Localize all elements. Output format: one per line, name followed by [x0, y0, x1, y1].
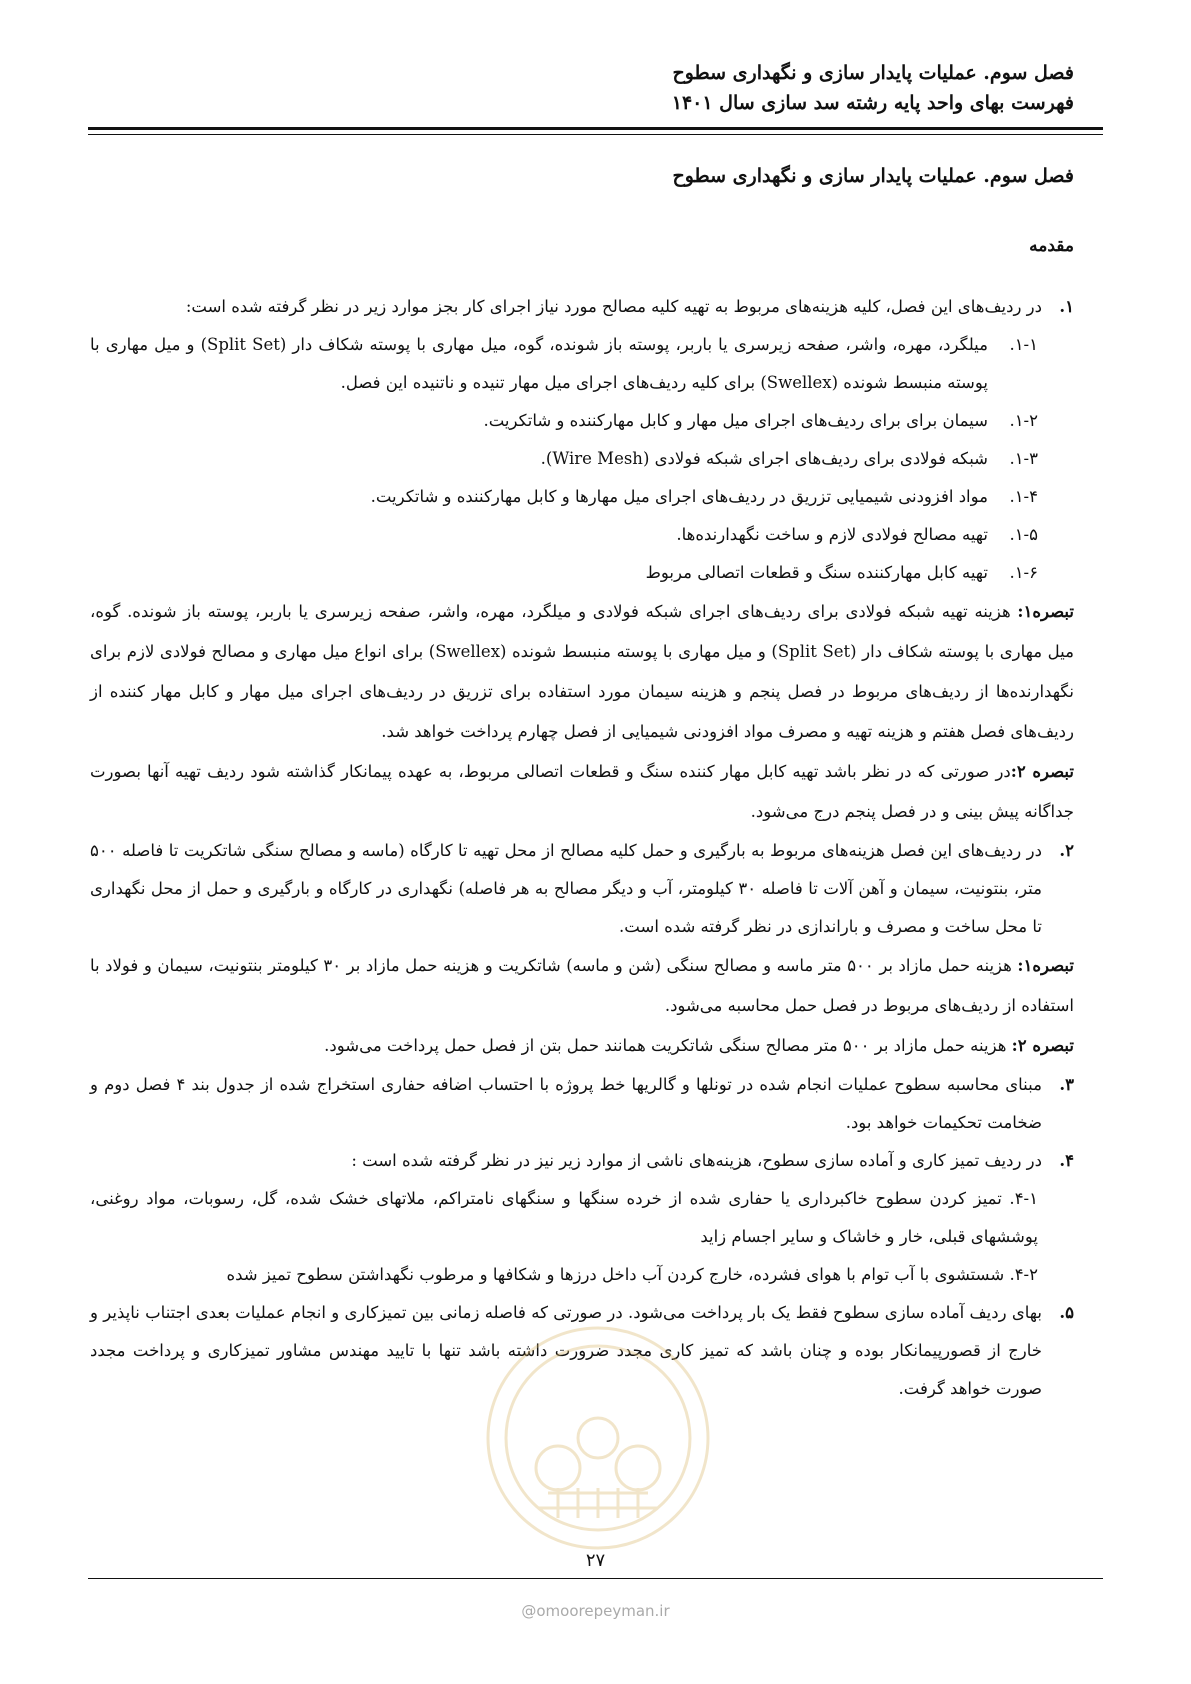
list-item-5 [90, 1294, 1074, 1408]
list-item-1 [90, 288, 1074, 326]
item-number: ۳. [1059, 1075, 1074, 1094]
list-item-2 [90, 832, 1074, 946]
item-text: در ردیف‌های این فصل هزینه‌های مربوط به بارگیری و حمل کلیه مصالح از محل تهیه تا کارگاه (ماسه و مصالح سنگی شاتکریت تا فاصله ۵۰۰ متر، بنتونیت، سیمان و آهن آلات تا فاصله ۳۰ کیلومتر، آب و دیگر مصالح به هر فاصله) نگهداری در کارگاه و بارگیری و حمل از محل نگهداری تا محل ساخت و مصرف و باراندازی در نظر گرفته شده است. [90, 841, 1043, 936]
note-label: تبصره۱: [1017, 956, 1074, 975]
sub-item-number: ۱-۶. [1009, 563, 1038, 582]
sub-item-number: ۱-۲. [1009, 411, 1038, 430]
sub-item-text: شبکه فولادی برای ردیف‌های اجرای شبکه فولادی (Wire Mesh). [540, 449, 988, 468]
header-chapter-title: فصل سوم. عملیات پایدار سازی و نگهداری سطوح [672, 62, 1074, 84]
sub-item-number: ۱-۱. [1009, 335, 1038, 354]
sub-item-text: مواد افزودنی شیمیایی تزریق در ردیف‌های اجرای میل مهارها و کابل مهارکننده و شاتکریت. [370, 487, 988, 506]
note-text: در صورتی که در نظر باشد تهیه کابل مهار کننده سنگ و قطعات اتصالی مربوط، به عهده پیمانکار گذاشته شود ردیف تهیه آنها بصورت جداگانه پیش بینی و در فصل پنجم درج می‌شود. [90, 762, 1074, 821]
sub-item-1-2 [90, 402, 1074, 440]
main-content [90, 162, 1074, 1408]
item-text: در ردیف تمیز کاری و آماده سازی سطوح، هزینه‌های ناشی از موارد زیر نیز در نظر گرفته شده است : [351, 1151, 1042, 1170]
footer-rule [88, 1578, 1103, 1579]
item-text: بهای ردیف آماده سازی سطوح فقط یک بار پرداخت می‌شود. در صورتی که فاصله زمانی بین تمیزکاری و انجام عملیات بعدی اجتناب ناپذیر و خارج از قصورپیمانکار بوده و چنان باشد که تمیز کاری مجدد ضرورت داشته باشد تنها با تایید مهندس مشاور تمیزکاری و پرداخت مجدد صورت خواهد گرفت. [90, 1303, 1042, 1398]
note-1-2 [90, 752, 1074, 832]
list-item-4 [90, 1142, 1074, 1180]
note-label: تبصره۱: [1017, 602, 1074, 621]
item-number: ۱. [1059, 297, 1074, 316]
section-heading-intro: مقدمه [1029, 236, 1074, 256]
note-text: هزینه حمل مازاد بر ۵۰۰ متر مصالح سنگی شاتکریت همانند حمل بتن از فصل حمل پرداخت می‌شود. [324, 1036, 1012, 1055]
list-item-3 [90, 1066, 1074, 1142]
sub-item-text: تهیه کابل مهارکننده سنگ و قطعات اتصالی مربوط [645, 563, 988, 582]
chapter-title: فصل سوم. عملیات پایدار سازی و نگهداری سطوح [672, 165, 1074, 187]
sub-item-1-1 [90, 326, 1074, 402]
item-number: ۴. [1059, 1151, 1074, 1170]
website-watermark: @omoorepeyman.ir [521, 1602, 670, 1620]
item-text: در ردیف‌های این فصل، کلیه هزینه‌های مربوط به تهیه کلیه مصالح مورد نیاز اجرای کار بجز موارد زیر در نظر گرفته شده است: [185, 297, 1042, 316]
header-document-title: فهرست بهای واحد پایه رشته سد سازی سال ۱۴۰۱ [671, 92, 1074, 114]
note-2-2 [90, 1026, 1074, 1066]
page-number: ۲۷ [585, 1550, 606, 1571]
sub-item-number: ۱-۴. [1009, 487, 1038, 506]
sub-item-text: تهیه مصالح فولادی لازم و ساخت نگهدارنده‌ها. [676, 525, 988, 544]
note-1-1 [90, 592, 1074, 752]
note-label: تبصره ۲: [1011, 1036, 1074, 1055]
sub-item-1-5 [90, 516, 1074, 554]
sub-item-text: میلگرد، مهره، واشر، صفحه زیرسری یا باربر، پوسته باز شونده، گوه، میل مهاری با پوسته شکاف دار (Split Set) و میل مهاری با پوسته منبسط شونده (Swellex) برای کلیه ردیف‌های اجرای میل مهار تنیده و ناتنیده این فصل. [90, 335, 989, 392]
item-number: ۵. [1059, 1303, 1074, 1322]
header-rule-thin [88, 134, 1103, 135]
item-number: ۲. [1059, 841, 1074, 860]
note-2-1 [90, 946, 1074, 1026]
item-text: مبنای محاسبه سطوح عملیات انجام شده در تونلها و گالریها خط پروژه با احتساب اضافه حفاری استخراج شده از جدول بند ۴ فصل دوم و ضخامت تحکیمات خواهد بود. [90, 1075, 1042, 1132]
sub-item-number: ۱-۵. [1009, 525, 1038, 544]
sub-item-1-6 [90, 554, 1074, 592]
sub-item-number: ۱-۳. [1009, 449, 1038, 468]
sub-item-text: سیمان برای برای ردیف‌های اجرای میل مهار و کابل مهارکننده و شاتکریت. [483, 411, 988, 430]
note-text: هزینه تهیه شبکه فولادی برای ردیف‌های اجرای شبکه فولادی و میلگرد، مهره، واشر، صفحه زیرسری یا باربر، پوسته باز شونده. گوه، میل مهاری با پوسته شکاف دار (Split Set) و میل مهاری با پوسته منبسط شونده (Swellex) برای انواع میل مهاری و مصالح فولادی لازم برای نگهدارنده‌ها از ردیف‌های مربوط در فصل پنجم و هزینه سیمان مورد استفاده برای تزریق در ردیف‌های اجرای میل مهار و کابل مهار کننده از ردیف‌های فصل هفتم و هزینه تهیه و مصرف مواد افزودنی شیمیایی از فصل چهارم پرداخت خواهد شد. [90, 602, 1074, 741]
sub-item-1-3 [90, 440, 1074, 478]
note-label: تبصره ۲: [1010, 762, 1074, 781]
header-rule-thick [88, 127, 1103, 130]
note-text: هزینه حمل مازاد بر ۵۰۰ متر ماسه و مصالح سنگی (شن و ماسه) شاتکریت و هزینه حمل مازاد بر ۳۰ کیلومتر بنتونیت، سیمان و فولاد با استفاده از ردیف‌های مربوط در فصل حمل محاسبه می‌شود. [90, 956, 1074, 1015]
sub-item-4-1: ۴-۱. تمیز کردن سطوح خاکبرداری یا حفاری شده از خرده سنگها و سنگهای نامتراکم، ملاتهای خشک شده، گل، رسوبات، مواد روغنی، پوششهای قبلی، خار و خاشاک و سایر اجسام زاید [90, 1189, 1038, 1246]
sub-item-4-2: ۴-۲. شستشوی با آب توام با هوای فشرده، خارج کردن آب داخل درزها و شکافها و مرطوب نگهداشتن سطوح تمیز شده [226, 1265, 1038, 1284]
sub-item-1-4 [90, 478, 1074, 516]
page-header [117, 58, 1074, 118]
